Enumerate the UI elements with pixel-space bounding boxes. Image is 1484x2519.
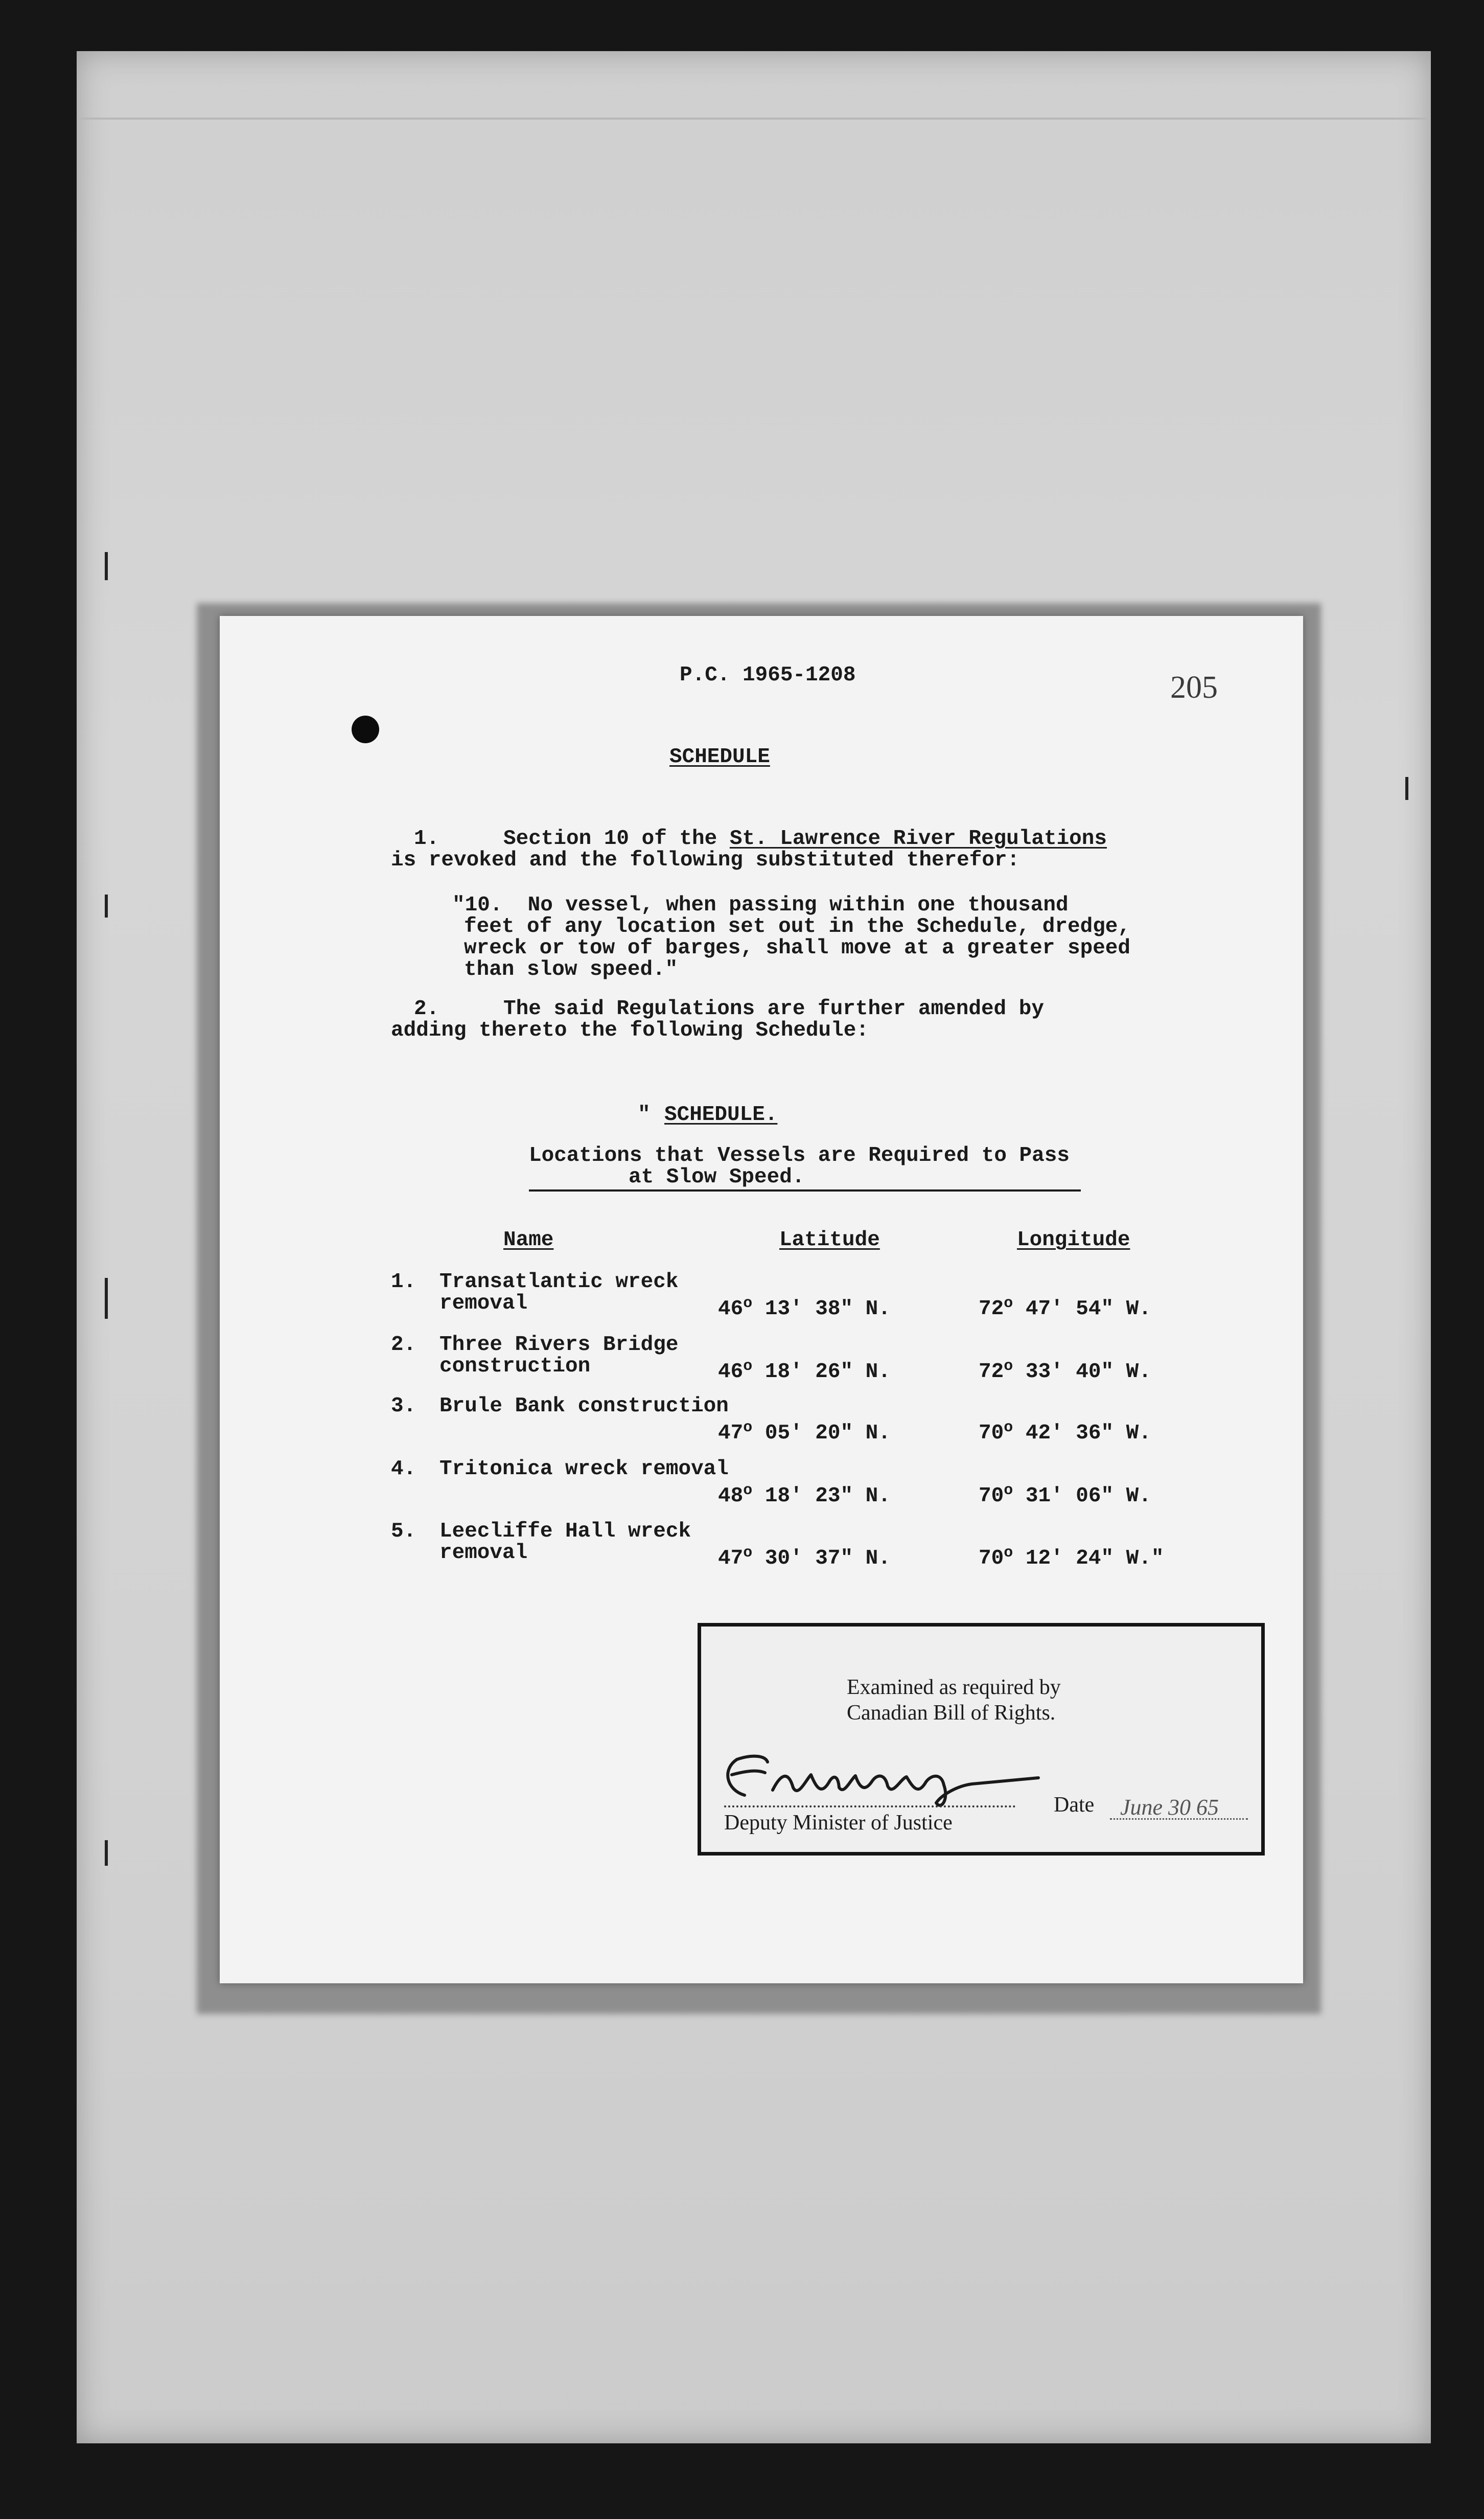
section-2-text: The said Regulations are further amended by — [503, 997, 1044, 1021]
latitude-degrees: 46 — [718, 1360, 744, 1384]
degree-symbol: o — [743, 1419, 753, 1436]
latitude-degrees: 47 — [718, 1422, 744, 1445]
longitude-degrees: 72 — [979, 1297, 1004, 1321]
column-header-longitude: Longitude — [1017, 1228, 1130, 1252]
location-name: Leecliffe Hall wreck — [439, 1520, 691, 1543]
latitude-value — [718, 1356, 891, 1383]
quote-line: wreck or tow of barges, shall move at a greater speed — [464, 936, 1131, 960]
longitude-minutes-seconds: 31' 06" W. — [1013, 1484, 1151, 1508]
latitude-minutes-seconds: 13' 38" N. — [752, 1297, 891, 1321]
latitude-value — [718, 1293, 891, 1320]
location-name: Transatlantic wreck — [439, 1270, 679, 1294]
longitude-minutes-seconds: 33' 40" W. — [1013, 1360, 1151, 1384]
row-number: 5. — [391, 1520, 416, 1543]
degree-symbol: o — [1004, 1358, 1013, 1375]
latitude-minutes-seconds: 30' 37" N. — [752, 1547, 891, 1570]
subtitle-underline — [529, 1189, 1081, 1192]
margin-mark — [1405, 777, 1408, 800]
degree-symbol: o — [743, 1482, 753, 1499]
location-name-cont: removal — [439, 1292, 528, 1315]
latitude-minutes-seconds: 18' 23" N. — [752, 1484, 891, 1508]
longitude-degrees: 70 — [979, 1422, 1004, 1445]
longitude-minutes-seconds: 47' 54" W. — [1013, 1297, 1151, 1321]
longitude-value — [979, 1356, 1151, 1383]
section-1-lead: Section 10 of the — [503, 827, 730, 851]
longitude-minutes-seconds: 42' 36" W. — [1013, 1422, 1151, 1445]
section-number: 2. — [414, 997, 439, 1021]
margin-mark — [105, 552, 108, 580]
schedule-title: SCHEDULE. — [664, 1103, 778, 1127]
quote-line: feet of any location set out in the Schedule, dredge, — [464, 915, 1131, 938]
schedule-subtitle-line2: at Slow Speed. — [629, 1165, 805, 1189]
longitude-degrees: 70 — [979, 1547, 1004, 1570]
row-number: 4. — [391, 1457, 416, 1481]
longitude-degrees: 70 — [979, 1484, 1004, 1508]
longitude-value — [979, 1293, 1151, 1320]
longitude-degrees: 72 — [979, 1360, 1004, 1384]
latitude-value — [718, 1480, 891, 1507]
quote-line: than slow speed." — [464, 958, 678, 981]
location-name: Brule Bank construction — [439, 1394, 729, 1418]
degree-symbol: o — [743, 1295, 753, 1312]
date-value: June 30 65 — [1120, 1795, 1219, 1820]
quote-line: "10. No vessel, when passing within one thousand — [452, 894, 1069, 917]
longitude-minutes-seconds: 12' 24" W." — [1013, 1547, 1164, 1570]
column-header-latitude: Latitude — [779, 1228, 880, 1252]
date-label: Date — [1054, 1793, 1095, 1817]
latitude-value — [718, 1542, 891, 1570]
degree-symbol: o — [743, 1358, 753, 1375]
row-number: 2. — [391, 1333, 416, 1357]
section-1-text — [503, 828, 1107, 850]
margin-mark — [105, 895, 108, 918]
column-header-name: Name — [503, 1228, 554, 1252]
margin-mark — [105, 1840, 108, 1866]
regulations-title: St. Lawrence River Regulations — [729, 827, 1107, 851]
latitude-degrees: 46 — [718, 1297, 744, 1321]
section-2-text-line2: adding thereto the following Schedule: — [391, 1019, 869, 1042]
schedule-heading: SCHEDULE — [669, 745, 770, 769]
schedule-subtitle: Locations that Vessels are Required to Pass — [529, 1144, 1070, 1167]
longitude-value — [979, 1542, 1164, 1570]
signatory-title: Deputy Minister of Justice — [724, 1811, 953, 1835]
punch-hole — [352, 716, 379, 743]
sheet-fold-line — [77, 118, 1431, 120]
longitude-value — [979, 1417, 1151, 1445]
signature-image — [716, 1739, 1044, 1811]
row-number: 1. — [391, 1270, 416, 1294]
latitude-value — [718, 1417, 891, 1445]
schedule-quote-mark: " — [638, 1103, 651, 1127]
location-name: Three Rivers Bridge — [439, 1333, 679, 1357]
stamp-line: Examined as required by — [847, 1676, 1061, 1699]
page-number: 205 — [1170, 670, 1218, 705]
document-reference: P.C. 1965-1208 — [680, 663, 856, 687]
latitude-minutes-seconds: 18' 26" N. — [752, 1360, 891, 1384]
location-name-cont: removal — [439, 1541, 528, 1565]
margin-mark — [105, 1278, 108, 1319]
degree-symbol: o — [1004, 1482, 1013, 1499]
signature-line — [724, 1805, 1015, 1807]
location-name: Tritonica wreck removal — [439, 1457, 729, 1481]
row-number: 3. — [391, 1394, 416, 1418]
date-line — [1110, 1818, 1248, 1820]
location-name-cont: construction — [439, 1355, 591, 1378]
degree-symbol: o — [1004, 1295, 1013, 1312]
degree-symbol: o — [743, 1544, 753, 1562]
document-page — [220, 616, 1303, 1983]
longitude-value — [979, 1480, 1151, 1507]
section-1-text-line2: is revoked and the following substituted therefor: — [391, 849, 1020, 872]
latitude-degrees: 47 — [718, 1547, 744, 1570]
stamp-line: Canadian Bill of Rights. — [847, 1701, 1056, 1725]
degree-symbol: o — [1004, 1544, 1013, 1562]
degree-symbol: o — [1004, 1419, 1013, 1436]
latitude-minutes-seconds: 05' 20" N. — [752, 1422, 891, 1445]
examination-stamp — [698, 1623, 1265, 1856]
latitude-degrees: 48 — [718, 1484, 744, 1508]
section-number: 1. — [414, 827, 439, 851]
